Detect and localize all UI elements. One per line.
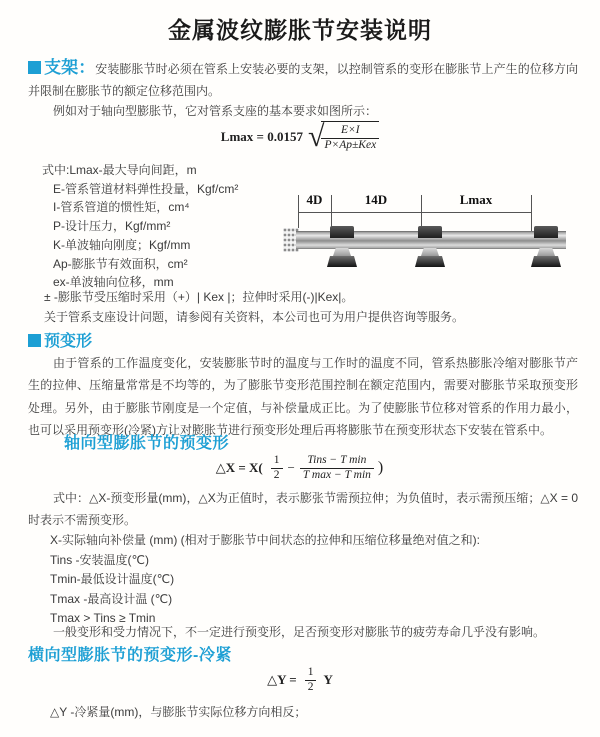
formula-dy-rhs: Y <box>323 672 333 688</box>
support-neck-icon <box>537 248 555 256</box>
support-spacing-diagram <box>283 190 600 282</box>
definition-line: Ap-膨胀节有效面积，cm² <box>53 256 188 271</box>
page-title: 金属波纹膨胀节安装说明 <box>168 17 432 43</box>
blue-square-icon <box>28 334 41 347</box>
blue-square-icon <box>28 61 41 74</box>
support-base-icon <box>531 256 561 267</box>
support-section-heading <box>28 58 95 77</box>
axial-formula-description: 式中：△X-预变形量(mm)，△X为正值时，表示膨张节需预拉伸；为负值时，表示需预压缩；△X = 0时表示不需预变形。 <box>28 491 578 527</box>
support-heading-label: 支架： <box>44 58 96 77</box>
formula-lmax-lhs: Lmax = 0.0157 <box>220 128 303 144</box>
formula-delta-y <box>0 666 600 695</box>
axial-note: 一般变形和受力情况下，不一定进行预变形，足否预变形对膨胀节的疲劳寿命几乎没有影响。 <box>53 625 546 639</box>
predeform-heading <box>28 331 578 353</box>
definition-line: I-管系管道的惯性矩，cm⁴ <box>53 200 190 215</box>
formula-dx-lhs: △X = X( <box>215 460 263 476</box>
definition-line: Tmax > Tins ≥ Tmin <box>50 611 156 626</box>
fraction-denominator: T max − T min <box>300 468 374 483</box>
support-base-icon <box>415 256 445 267</box>
fraction-numerator: 1 <box>273 454 280 466</box>
support-base-icon <box>327 256 357 267</box>
fraction-denominator: 2 <box>305 680 317 695</box>
definition-line: X-实际轴向补偿量 (mm) (相对于膨胀节中间状态的拉伸和压缩位移量绝对值之和): <box>50 533 480 547</box>
predeform-paragraph: 由于管系的工作温度变化，安装膨胀节时的温度与工作时的温度不同，管系热膨胀冷缩对膨胀节产生的拉伸、压缩量常常是不均等的，为了膨胀节变形范围控制在额定范围内，需要对膨胀节采取预变形处理。另外，由于膨胀节刚度是一个定值，与补偿量成正比。为了使膨胀节位移对管系的作用力最小，也可以采用预变形(冷紧)方让对膨胀节进行预变形处理后再将膨胀节在预变形状态下安装在管系中。 <box>28 356 578 437</box>
predeform-heading-label: 预变形 <box>44 333 93 350</box>
support-definitions <box>42 161 238 292</box>
definition-line: Tmax -最高设计温 (℃) <box>50 591 173 606</box>
formula-lmax-denominator: P×Ap±Kex <box>321 138 379 153</box>
support-section-paragraph <box>28 57 578 102</box>
definition-line: 式中:Lmax-最大导向间距，m <box>42 163 197 177</box>
fraction-denominator: 2 <box>271 468 283 483</box>
fraction-numerator: Tins − T min <box>307 454 367 466</box>
dim-label-4d: 4D <box>306 192 323 207</box>
pipe-clamp-icon <box>534 226 558 238</box>
pipe-clamp-icon <box>330 226 354 238</box>
definition-line: Tins -安装温度(℃) <box>50 552 150 567</box>
axial-subheading: 轴向型膨胀节的预变形 <box>64 435 230 452</box>
definition-line: K-单波轴向刚度；Kgf/mm <box>53 237 191 252</box>
minus-sign: − <box>287 460 295 476</box>
support-intro-text: 安装膨胀节时必须在管系上安装必要的支架，以控制管系的变形在膨胀节上产生的位移方向并限制在膨胀节的额定位移范围内。 <box>28 62 578 98</box>
pipe-support <box>402 226 458 274</box>
lateral-subheading: 横向型膨胀节的预变形-冷紧 <box>28 647 232 664</box>
pipe-clamp-icon <box>418 226 442 238</box>
formula-delta-x <box>0 454 600 483</box>
pipe-support <box>314 226 370 274</box>
closing-paren: ) <box>377 459 384 477</box>
formula-lmax <box>0 121 600 153</box>
dim-label-lmax: Lmax <box>459 192 493 207</box>
lateral-definition: △Y -冷紧量(mm)，与膨胀节实际位移方向相反； <box>50 705 307 719</box>
formula-lmax-numerator: E×I <box>341 124 360 136</box>
support-neck-icon <box>421 248 439 256</box>
definition-line: Tmin-最低设计温度(℃) <box>50 572 175 587</box>
plus-minus-note: ± -膨胀节受压缩时采用（+）| Kex |；拉伸时采用(-)|Kex|。 <box>44 290 354 304</box>
square-root-icon: √ <box>307 119 325 153</box>
dimension-line <box>298 212 531 213</box>
support-neck-icon <box>333 248 351 256</box>
dim-label-14d: 14D <box>364 192 388 207</box>
support-example-text: 例如对于轴向型膨胀节，它对管系支座的基本要求如图所示： <box>53 104 378 118</box>
fraction-numerator: 1 <box>307 666 314 678</box>
axial-definitions <box>50 531 480 629</box>
pipe-support <box>518 226 574 274</box>
definition-line: E-管系管道材料弹性投量，Kgf/cm² <box>53 181 239 196</box>
definition-line: ex-单波轴向位移，mm <box>53 275 174 290</box>
formula-dy-lhs: △Y = <box>267 672 297 688</box>
service-note: 关于管系支座设计问题，请参阅有关资料，本公司也可为用户提供咨询等服务。 <box>44 310 465 324</box>
definition-line: P-设计压力，Kgf/mm² <box>53 219 171 234</box>
